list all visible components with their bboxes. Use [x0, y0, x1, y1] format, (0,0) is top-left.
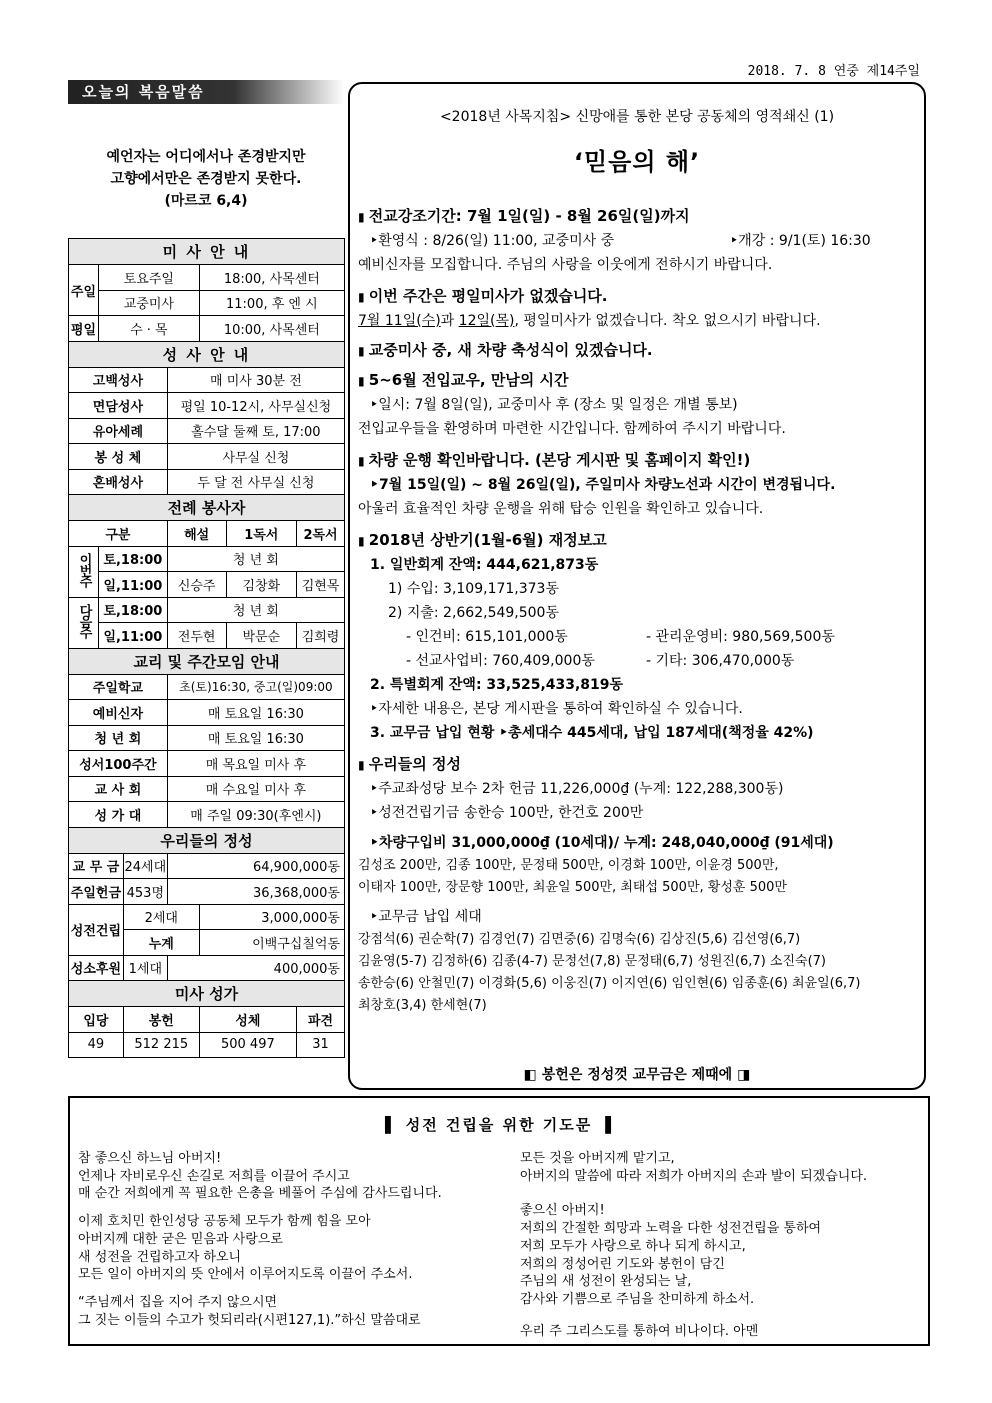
server-name: 신승주	[167, 572, 226, 598]
prayer-line: 아버지의 말씀에 따라 저희가 아버지의 손과 발이 되겠습니다.	[520, 1168, 868, 1184]
section-line: 최창호(3,4) 한세현(7)	[358, 998, 487, 1013]
section-heading: ▮ 전교강조기간: 7월 1일(일) - 8월 26일(일)까지	[358, 204, 918, 229]
offering-sunday-label: 주일헌금	[69, 879, 124, 905]
prayer-line: 언제나 자비로우신 손길로 저희를 이끌어 주시고	[78, 1168, 350, 1184]
sacrament-name: 면담성사	[69, 393, 168, 419]
songs-col: 입당	[69, 1007, 124, 1033]
this-week-label	[69, 546, 99, 597]
offering-support-value: 400,000동	[167, 955, 344, 981]
section-evangelization	[358, 204, 918, 277]
offering-sunday-value: 36,368,000동	[167, 879, 344, 905]
offering-build-value: 3,000,000동	[199, 904, 344, 930]
pastoral-subtitle: <2018년 사목지침> 신망애를 통한 본당 공동체의 영적쇄신 (1)	[439, 109, 835, 125]
offering-sunday-count: 453명	[123, 879, 167, 905]
prayer-line: 주님의 새 성전이 완성되는 날,	[520, 1274, 692, 1290]
group-value: 매 토요일 16:30	[167, 700, 344, 726]
song-number: 500 497	[199, 1032, 296, 1058]
sacrament-value: 두 달 전 사무실 신청	[167, 469, 344, 495]
prayer-line: 저희의 간절한 희망과 노력을 다한 성전건립을 통하여	[520, 1221, 822, 1237]
section-line: ‣성전건립기금 송한승 100만, 한건호 200만	[370, 805, 644, 821]
section-line: 송한승(6) 안철민(7) 이경화(5,6) 이웅진(7) 이지연(6) 임인현(6) 임종훈(6) 최윤일(6,7)	[358, 976, 861, 991]
prayer-line: 모든 일이 아버지의 뜻 안에서 이루어지도록 이끌어 주소서.	[78, 1267, 413, 1283]
prayer-line: 저희 모두가 사랑으로 하나 되게 하시고,	[520, 1238, 746, 1254]
section-line: 김성조 200만, 김종 100만, 문정태 500만, 이경화 100만, 이윤경 500만,	[358, 858, 779, 873]
group-value: 매 주일 09:30(후엔시)	[167, 802, 344, 828]
prayer-line: 참 좋으신 하느님 아버지!	[78, 1151, 222, 1166]
section-line: 이태자 100만, 장문향 100만, 최윤일 500만, 최태섭 500만, 황성훈 500만	[358, 880, 787, 895]
prayer-line: 그 짓는 이들의 수고가 헛되리라(시편127,1).”하신 말씀대로	[78, 1312, 421, 1328]
group-value: 매 목요일 미사 후	[167, 751, 344, 777]
offering-build-total-value: 이백구십칠억동	[199, 930, 344, 956]
sacrament-name: 봉 성 체	[69, 444, 168, 470]
section-line: ‣주교좌성당 보수 2차 헌금 11,226,000₫ (누계: 122,288,300동)	[370, 781, 784, 797]
offering-support-label: 성소후원	[69, 955, 124, 981]
offering-tithe-value: 64,900,000동	[167, 853, 344, 879]
this-sun-time: 일,11:00	[98, 572, 167, 598]
sacrament-value: 평일 10-12시, 사무실신청	[167, 393, 344, 419]
section-new-parishioners	[358, 368, 918, 441]
next-sat-value: 청 년 회	[167, 597, 344, 623]
group-value: 초(토)16:30, 중고(일)09:00	[167, 674, 344, 700]
section-line: ‣차량구입비 31,000,000₫ (10세대)/ 누계: 248,040,000₫ (91세대)	[370, 835, 834, 851]
next-week-label	[69, 597, 99, 648]
text-fragment: 과	[440, 313, 459, 329]
section-donations	[358, 752, 918, 1017]
servers-col: 2독서	[297, 521, 345, 547]
section-line: - 관리운영비: 980,569,500동	[646, 629, 835, 645]
prayer-line: 아버지께 대한 굳은 믿음과 사랑으로	[78, 1231, 283, 1247]
section-line: ‣자세한 내용은, 본당 게시판을 통하여 확인하실 수 있습니다.	[370, 701, 743, 717]
section-line: 아울러 효율적인 차량 운행을 위해 탑승 인원을 확인하고 있습니다.	[358, 501, 764, 517]
section-line: - 기타: 306,470,000동	[646, 653, 795, 669]
offering-header: 우리들의 정성	[69, 827, 345, 853]
section-line: ‣교무금 납입 세대	[370, 909, 482, 925]
servers-header: 전례 봉사자	[69, 495, 345, 521]
section-finance-report	[358, 528, 918, 745]
section-no-weekday-mass	[358, 284, 918, 333]
song-number: 512 215	[123, 1032, 199, 1058]
groups-header: 교리 및 주간모임 안내	[69, 648, 345, 674]
prayer-line: 좋으신 아버지!	[520, 1203, 605, 1219]
date-underlined: 7월 11일(수)	[358, 313, 441, 329]
offering-build-total-label: 누계	[123, 930, 199, 956]
prayer-box	[68, 1096, 930, 1346]
text-fragment: , 평일미사가 없겠습니다. 착오 없으시기 바랍니다.	[514, 313, 821, 329]
song-number: 49	[69, 1032, 124, 1058]
announcements-panel	[348, 82, 926, 1090]
section-vehicle-schedule	[358, 448, 918, 521]
mass-sunday-label: 주일	[69, 265, 99, 316]
section-line: 1. 일반회계 잔액: 444,621,873동	[370, 557, 599, 573]
mass-sat-time: 18:00, 사목센터	[199, 265, 344, 291]
prayer-line: 저희의 정성어린 기도와 봉헌이 담긴	[520, 1256, 725, 1272]
sacrament-name: 고백성사	[69, 367, 168, 393]
section-line: 2) 지출: 2,662,549,500동	[388, 605, 559, 621]
prayer-line: 모든 것을 아버지께 맡기고,	[520, 1151, 675, 1166]
section-line: ‣7월 15일(일) ~ 8월 26일(일), 주일미사 차량노선과 시간이 변경됩니다.	[370, 477, 836, 493]
section-line: 김윤영(5-7) 김정하(6) 김종(4-7) 문정선(7,8) 문정태(6,7) 성원진(6,7) 소진숙(7)	[358, 954, 826, 969]
mass-parish-time: 11:00, 후 엔 시	[199, 290, 344, 316]
prayer-title: ▌ 성전 건립을 위한 기도문 ▐	[384, 1116, 614, 1134]
gospel-reference: (마르코 6,4)	[164, 193, 248, 209]
prayer-line: 우리 주 그리스도를 통하여 비나이다. 아멘	[520, 1323, 759, 1339]
section-line: 전입교우들을 환영하며 마련한 시간입니다. 함께하여 주시기 바랍니다.	[358, 421, 786, 437]
section-row	[358, 649, 918, 673]
section-line: 3. 교무금 납입 현황 ‣총세대수 445세대, 납입 187세대(책정율 42%)	[370, 725, 814, 741]
section-heading: ▮ 우리들의 정성	[358, 752, 918, 777]
offering-build-count: 2세대	[123, 904, 199, 930]
offering-tithe-label: 교 무 금	[69, 853, 124, 879]
next-sat-time: 토,18:00	[98, 597, 167, 623]
mass-wed-time: 10:00, 사목센터	[199, 316, 344, 342]
sacrament-value: 홀수달 둘째 토, 17:00	[167, 418, 344, 444]
group-value: 매 수요일 미사 후	[167, 776, 344, 802]
section-line: 강점석(6) 권순학(7) 김경언(7) 김면중(6) 김명숙(6) 김상진(5,6) 김선영(6,7)	[358, 932, 801, 947]
gospel-line: 예언자는 어디에서나 존경받지만	[106, 149, 306, 165]
section-line: - 인건비: 615,101,000동	[406, 629, 568, 645]
song-number: 31	[297, 1032, 345, 1058]
section-row	[358, 229, 918, 253]
mass-weekday-label: 평일	[69, 316, 99, 342]
server-name: 박문순	[226, 623, 297, 649]
info-table	[68, 238, 345, 1058]
offering-tithe-count: 24세대	[123, 853, 167, 879]
section-line: ‣환영식 : 8/26(일) 11:00, 교중미사 중	[370, 233, 615, 249]
section-heading: ▮ 차량 운행 확인바랍니다. (본당 게시판 및 홈페이지 확인!)	[358, 448, 918, 473]
servers-col: 해설	[167, 521, 226, 547]
section-heading: ▮ 이번 주간은 평일미사가 없겠습니다.	[358, 284, 918, 309]
section-line: ‣개강 : 9/1(토) 16:30	[730, 233, 871, 249]
songs-col: 성체	[199, 1007, 296, 1033]
prayer-line: 감사와 기쁨으로 주님을 찬미하게 하소서.	[520, 1291, 755, 1307]
section-line: 2. 특별회계 잔액: 33,525,433,819동	[370, 677, 624, 693]
section-line	[358, 309, 918, 333]
gospel-line: 고향에서만은 존경받지 못한다.	[110, 171, 302, 187]
group-name: 주일학교	[69, 674, 168, 700]
section-vehicle-blessing	[358, 338, 918, 363]
group-name: 성 가 대	[69, 802, 168, 828]
this-sat-time: 토,18:00	[98, 546, 167, 572]
sacrament-name: 혼배성사	[69, 469, 168, 495]
prayer-line: 이제 호치민 한인성당 공동체 모두가 함께 힘을 모아	[78, 1214, 371, 1230]
mass-sat-label: 토요주일	[98, 265, 199, 291]
date-underlined: 12일(목)	[458, 313, 515, 329]
servers-col: 1독서	[226, 521, 297, 547]
group-name: 예비신자	[69, 700, 168, 726]
songs-col: 파견	[297, 1007, 345, 1033]
offering-build-label: 성전건립	[69, 904, 124, 955]
mass-parish-label: 교중미사	[98, 290, 199, 316]
songs-col: 봉헌	[123, 1007, 199, 1033]
section-line: 예비신자를 모집합니다. 주님의 사랑을 이웃에게 전하시기 바랍니다.	[358, 257, 773, 273]
group-name: 청 년 회	[69, 725, 168, 751]
server-name: 김희령	[297, 623, 345, 649]
songs-header: 미사 성가	[69, 981, 345, 1007]
section-line: - 선교사업비: 760,409,000동	[406, 653, 595, 669]
next-sun-time: 일,11:00	[98, 623, 167, 649]
server-name: 김현목	[297, 572, 345, 598]
section-heading: ▮ 5~6월 전입교우, 만남의 시간	[358, 368, 918, 393]
prayer-line: 새 성전을 건립하고자 하오니	[78, 1249, 242, 1265]
prayer-line: 매 순간 저희에게 꼭 필요한 은총을 베풀어 주심에 감사드립니다.	[78, 1186, 442, 1202]
server-name: 김창화	[226, 572, 297, 598]
this-sat-value: 청 년 회	[167, 546, 344, 572]
section-line: 1) 수입: 3,109,171,373동	[388, 581, 559, 597]
issue-date: 2018. 7. 8 연중 제14주일	[747, 64, 920, 79]
gospel-text	[68, 146, 344, 212]
mass-header: 미 사 안 내	[69, 239, 345, 265]
section-row	[358, 625, 918, 649]
group-value: 매 토요일 16:30	[167, 725, 344, 751]
mass-wed-label: 수 · 목	[98, 316, 199, 342]
sacrament-name: 유아세례	[69, 418, 168, 444]
group-name: 성서100주간	[69, 751, 168, 777]
main-title: ‘믿음의 해’	[573, 148, 701, 176]
servers-col: 구분	[69, 521, 168, 547]
this-week-text: 이번주	[76, 553, 92, 586]
prayer-right-column	[520, 1150, 867, 1340]
section-line: ‣일시: 7월 8일(일), 교중미사 후 (장소 및 일정은 개별 통보)	[370, 397, 738, 413]
group-name: 교 사 회	[69, 776, 168, 802]
prayer-left-column	[78, 1150, 442, 1329]
server-name: 전두현	[167, 623, 226, 649]
section-heading: ▮ 교중미사 중, 새 차량 축성식이 있겠습니다.	[358, 338, 918, 363]
next-week-text: 다음주	[76, 604, 92, 637]
gospel-title: 오늘의 복음말씀	[68, 80, 344, 104]
offering-support-count: 1세대	[123, 955, 167, 981]
sacrament-value: 사무실 신청	[167, 444, 344, 470]
offering-motto: ◧ 봉헌은 정성껏 교무금은 제때에 ◨	[523, 1067, 751, 1083]
prayer-line: “주님께서 집을 지어 주지 않으시면	[78, 1294, 278, 1310]
section-heading: ▮ 2018년 상반기(1월-6월) 재정보고	[358, 528, 918, 553]
sacrament-value: 매 미사 30분 전	[167, 367, 344, 393]
sacrament-header: 성 사 안 내	[69, 341, 345, 367]
